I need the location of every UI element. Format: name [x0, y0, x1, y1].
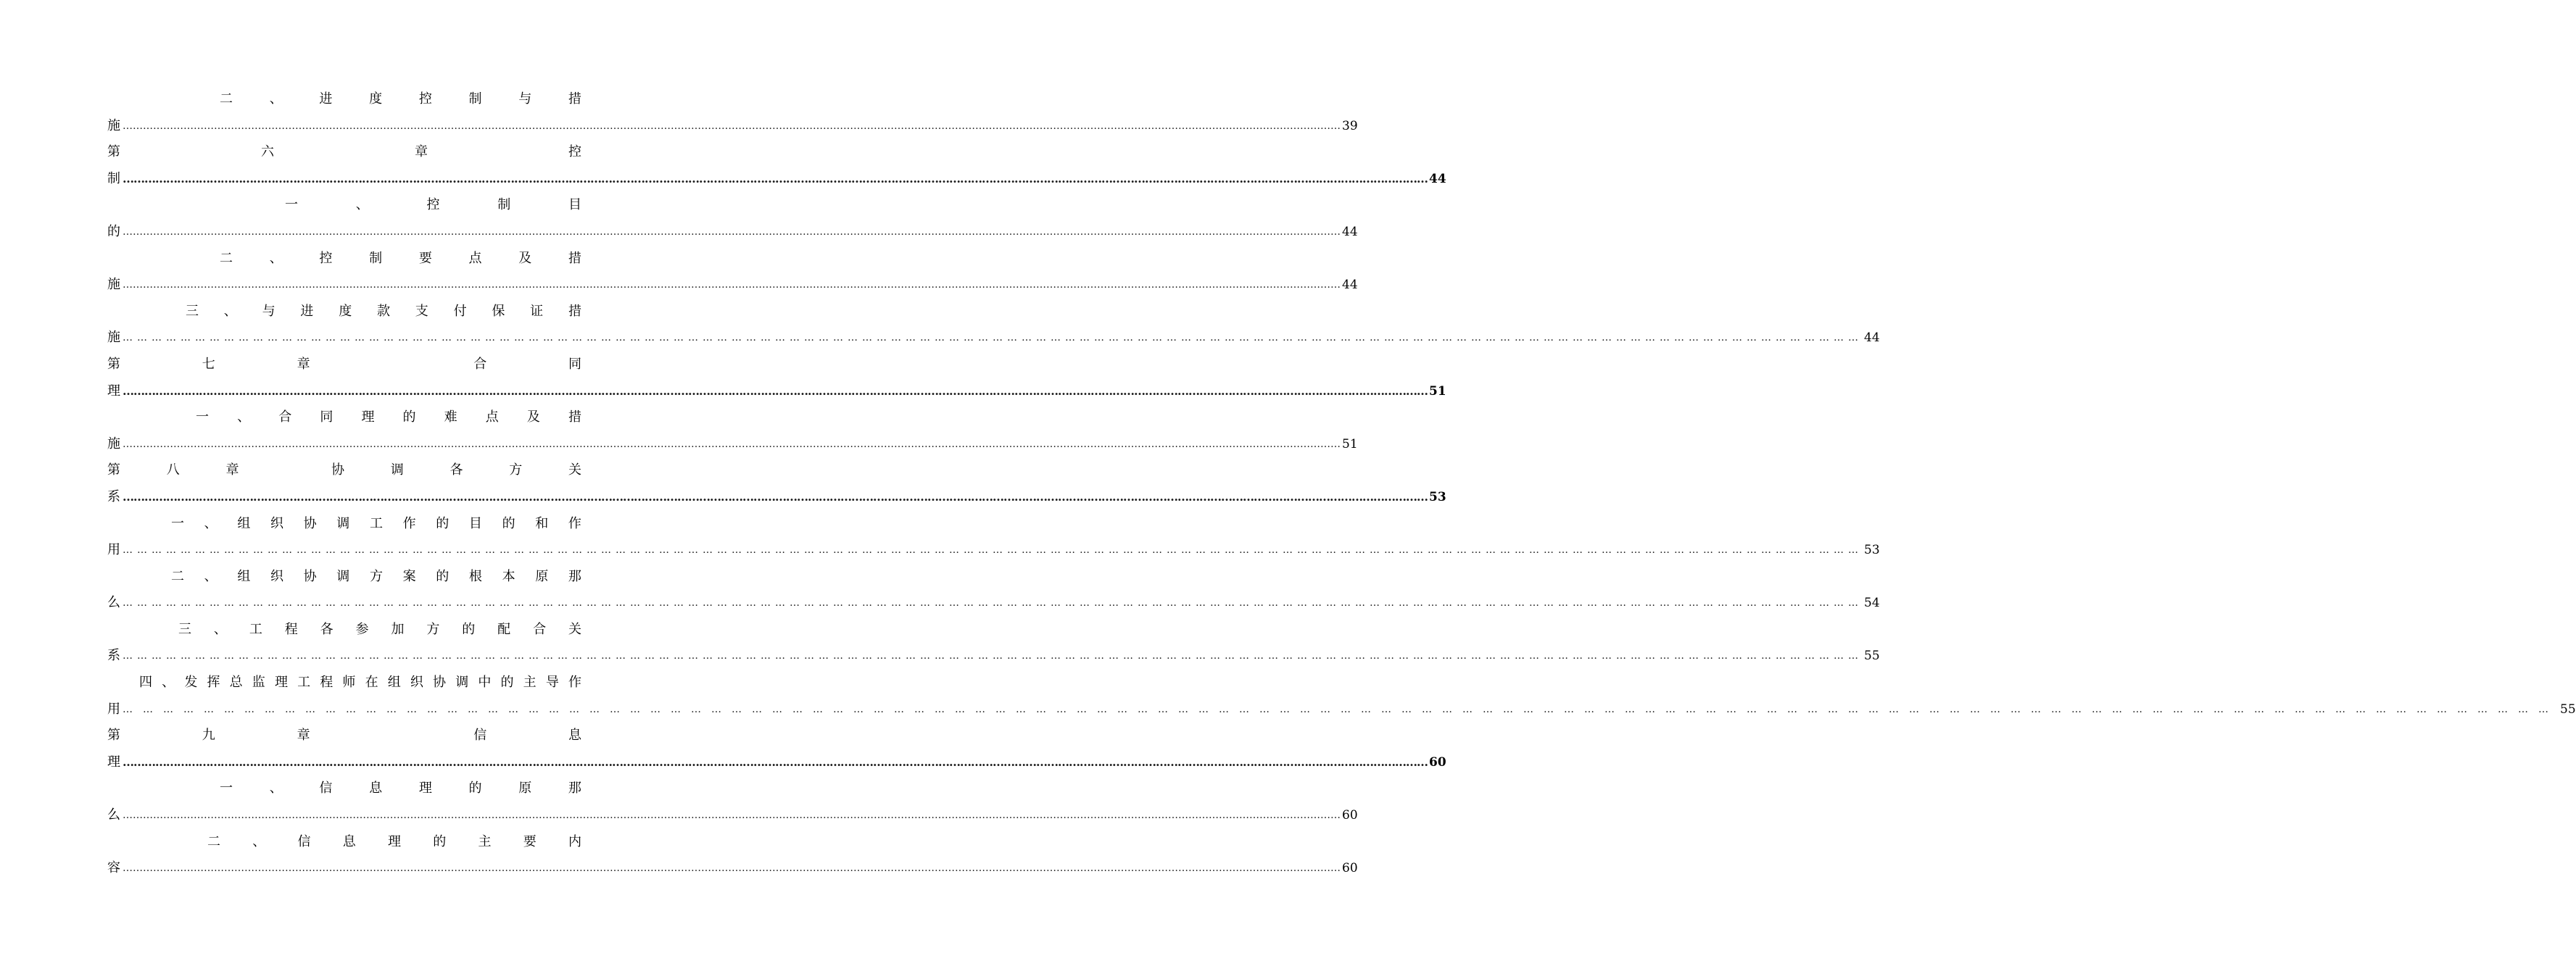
toc-entry-title-line [107, 617, 581, 644]
toc-title-char: 三 [178, 621, 191, 637]
toc-title-char: 在 [365, 675, 378, 691]
toc-title-char: 原 [518, 781, 532, 796]
toc-title-char: 要 [523, 833, 537, 849]
toc-title-char: 组 [387, 675, 401, 691]
toc-title-char: 息 [568, 728, 581, 744]
toc-title-char: 、 [237, 409, 251, 425]
toc-title-char: 本 [502, 568, 515, 584]
toc-title-char: 第 [107, 728, 120, 744]
toc-title-char: 关 [568, 621, 581, 637]
toc-title-char: 二 [207, 833, 220, 849]
toc-entry-page-line [107, 272, 1358, 299]
toc-title-char: 与 [518, 91, 532, 107]
toc-title-char: 监 [252, 675, 265, 691]
toc-title-char: 调 [390, 462, 404, 478]
toc-title-char: 第 [107, 462, 120, 478]
toc-title-char: 六 [261, 144, 274, 160]
dot-leader: ……………………………………………………………………………………………………………………………………………………………………………………………………………………………………………………………………………………………………………………………… [123, 171, 1428, 186]
toc-title-char: 理 [361, 409, 375, 425]
toc-title-char: 的 [468, 781, 482, 796]
toc-chapter-entry[interactable] [107, 351, 1446, 404]
toc-title-char: 的 [502, 515, 515, 531]
toc-page-number: 51 [1429, 383, 1446, 399]
toc-title-last-char: 么 [107, 595, 120, 611]
toc-title-last-char: 施 [107, 330, 120, 346]
toc-title-char: 第 [107, 356, 120, 372]
dot-leader: ……………………………………………………………………………………………………………………………………………………………………………………………………………………………………………………………………………………………………………………………… [123, 489, 1428, 504]
toc-title-char: 七 [202, 356, 215, 372]
toc-title-char: 方 [426, 621, 440, 637]
toc-title-char: 一 [196, 409, 209, 425]
toc-title-char: 同 [568, 356, 581, 372]
toc-title-last-char: 用 [107, 542, 120, 558]
toc-title-char: 发 [184, 675, 198, 691]
toc-title-char: 第 [107, 144, 120, 160]
toc-title-char: 控 [319, 250, 333, 266]
toc-title-char: 总 [229, 675, 243, 691]
toc-title-char: 合 [278, 409, 292, 425]
toc-title-last-char: 理 [107, 383, 120, 399]
toc-title-char: 程 [284, 621, 298, 637]
toc-title-char: 、 [204, 568, 218, 584]
toc-title-char: 各 [450, 462, 463, 478]
toc-entry-page-line [107, 590, 1880, 617]
toc-title-char: 参 [355, 621, 369, 637]
toc-title-char: 调 [455, 675, 469, 691]
dot-leader: ……………………………………………………………………………………………………………………………………………………………………………………………………………………………………………………………………………………………………………………………… [123, 544, 1863, 557]
toc-title-char: 和 [535, 515, 549, 531]
toc-section-entry[interactable] [107, 511, 1880, 564]
toc-entry-page-line [107, 166, 1446, 193]
toc-section-entry[interactable] [107, 564, 1880, 617]
toc-chapter-entry[interactable] [107, 723, 1446, 775]
toc-title-char: 那 [568, 781, 581, 796]
toc-title-char: 二 [220, 91, 233, 107]
toc-title-char: 进 [300, 303, 314, 319]
toc-title-char: 、 [355, 197, 369, 213]
toc-title-last-char: 理 [107, 754, 120, 770]
toc-section-entry[interactable] [107, 617, 1880, 670]
dot-leader: ……………………………………………………………………………………………………………………………………………………………………………………………………………………………………………………………………………………………………………………………… [123, 332, 1863, 344]
toc-title-char: 制 [369, 250, 383, 266]
dot-leader: ……………………………………………………………………………………………………………………………………………………………………………………………………………………………………………………………………………………………………………………………… [123, 597, 1863, 609]
toc-entry-page-line [107, 749, 1446, 776]
dot-leader: ……………………………………………………………………………………………………………………………………………………………………………………………………………………………………………………………………………………………………………………………… [123, 279, 1341, 291]
toc-title-char: 织 [270, 515, 283, 531]
toc-title-last-char: 的 [107, 223, 120, 239]
toc-entry-title-line [107, 511, 581, 538]
toc-page-number: 55 [2560, 702, 2576, 717]
toc-title-char: 、 [162, 675, 175, 691]
toc-title-char: 那 [568, 568, 581, 584]
toc-title-last-char: 容 [107, 860, 120, 876]
toc-title-char: 组 [237, 568, 251, 584]
toc-title-char: 控 [568, 144, 581, 160]
toc-entry-page-line [107, 325, 1880, 351]
toc-section-entry[interactable] [107, 246, 1358, 299]
dot-leader: ……………………………………………………………………………………………………………………………………………………………………………………………………………………………………………………………………………………………………………………………… [123, 225, 1341, 238]
toc-section-entry[interactable] [107, 829, 1358, 882]
toc-title-char: 进 [319, 91, 333, 107]
toc-title-char: 措 [568, 409, 581, 425]
toc-title-char: 控 [418, 91, 432, 107]
toc-title-char: 理 [274, 675, 288, 691]
toc-title-char: 、 [204, 515, 218, 531]
toc-title-char: 、 [252, 833, 266, 849]
toc-title-char: 根 [468, 568, 482, 584]
toc-title-char: 程 [320, 675, 334, 691]
toc-title-char: 信 [297, 833, 311, 849]
toc-title-char: 、 [213, 621, 227, 637]
toc-entry-page-line [107, 113, 1358, 140]
toc-title-last-char: 施 [107, 277, 120, 293]
toc-title-char: 织 [270, 568, 283, 584]
toc-title-char: 及 [526, 409, 540, 425]
toc-title-char: 目 [468, 515, 482, 531]
toc-title-char: 、 [269, 91, 283, 107]
toc-page-number: 53 [1864, 543, 1880, 558]
toc-title-char: 配 [497, 621, 511, 637]
toc-entry-page-line [107, 484, 1446, 511]
toc-title-char: 导 [545, 675, 559, 691]
toc-title-char: 理 [388, 833, 401, 849]
toc-title-last-char: 用 [107, 701, 120, 717]
dot-leader: ……………………………………………………………………………………………………………………………………………………………………………………………………………………………………………………………………………………………………………………………… [123, 862, 1341, 875]
toc-title-char: 协 [303, 515, 317, 531]
toc-title-char: 点 [485, 409, 499, 425]
toc-title-char: 及 [518, 250, 532, 266]
toc-title-last-char: 施 [107, 436, 120, 451]
toc-title-char: 章 [225, 462, 239, 478]
toc-title-char: 难 [444, 409, 457, 425]
toc-section-entry[interactable] [107, 86, 1358, 139]
dot-leader: ……………………………………………………………………………………………………………………………………………………………………………………………………………………………………………………………………………………………………………………………… [123, 120, 1341, 132]
toc-title-last-char: 施 [107, 117, 120, 133]
toc-entry-page-line [107, 802, 1358, 829]
toc-title-char: 制 [497, 197, 511, 213]
toc-entry-page-line [107, 537, 1880, 564]
toc-title-char: 调 [336, 568, 350, 584]
dot-leader: ……………………………………………………………………………………………………………………………………………………………………………………………………………………………………………………………………………………………………………………………… [123, 383, 1428, 398]
toc-chapter-entry[interactable] [107, 139, 1446, 192]
toc-title-char: 主 [478, 833, 492, 849]
toc-title-char: 保 [492, 303, 505, 319]
toc-page-number: 60 [1429, 754, 1446, 770]
toc-title-last-char: 制 [107, 170, 120, 186]
toc-entry-title-line [107, 246, 581, 272]
toc-title-char: 协 [331, 462, 344, 478]
toc-page-number: 53 [1429, 489, 1446, 504]
dot-leader: ……………………………………………………………………………………………………………………………………………………………………………………………………………………………………………………………………………………………………………………………… [123, 754, 1428, 769]
toc-title-char: 、 [223, 303, 237, 319]
toc-title-char: 方 [509, 462, 523, 478]
toc-section-entry[interactable] [107, 775, 1358, 828]
toc-title-char: 目 [568, 197, 581, 213]
toc-page-number: 60 [1342, 808, 1358, 823]
toc-entry-page-line [107, 219, 1358, 246]
toc-entry-page-line [107, 378, 1446, 405]
toc-title-char: 理 [418, 781, 432, 796]
toc-entry-title-line [107, 139, 581, 166]
dot-leader: ……………………………………………………………………………………………………………………………………………………………………………………………………………………………………………………………………………………………………………………………… [123, 703, 2559, 715]
toc-title-char: 的 [402, 409, 416, 425]
toc-title-char: 加 [391, 621, 405, 637]
toc-title-last-char: 么 [107, 807, 120, 823]
toc-title-char: 调 [336, 515, 350, 531]
toc-title-last-char: 系 [107, 488, 120, 504]
toc-entry-title-line [107, 457, 581, 484]
toc-title-char: 四 [139, 675, 152, 691]
toc-entry-page-line [107, 855, 1358, 882]
toc-title-char: 措 [568, 91, 581, 107]
toc-entry-title-line [107, 775, 581, 802]
toc-title-char: 二 [220, 250, 233, 266]
toc-title-char: 点 [468, 250, 482, 266]
toc-page-number: 44 [1429, 171, 1446, 186]
toc-title-char: 章 [297, 356, 310, 372]
toc-title-char: 工 [249, 621, 262, 637]
toc-title-char: 息 [369, 781, 383, 796]
toc-entry-title-line [107, 192, 581, 219]
toc-title-char: 的 [436, 515, 450, 531]
table-of-contents [107, 86, 2576, 882]
toc-title-char: 协 [433, 675, 447, 691]
dot-leader: ……………………………………………………………………………………………………………………………………………………………………………………………………………………………………………………………………………………………………………………………… [123, 650, 1863, 662]
toc-title-char: 与 [262, 303, 276, 319]
toc-entry-title-line [107, 564, 581, 591]
toc-title-char: 协 [303, 568, 317, 584]
toc-page-number: 55 [1864, 649, 1880, 664]
toc-entry-title-line [107, 299, 581, 325]
toc-title-char: 的 [436, 568, 450, 584]
toc-title-char: 、 [269, 250, 283, 266]
toc-entry-title-line [107, 829, 581, 856]
toc-page-number: 39 [1342, 118, 1358, 133]
toc-section-entry[interactable] [107, 192, 1358, 245]
toc-title-char: 信 [473, 728, 487, 744]
toc-title-char: 案 [402, 568, 416, 584]
toc-title-char: 作 [568, 515, 581, 531]
toc-title-char: 度 [339, 303, 352, 319]
toc-title-char: 一 [171, 515, 184, 531]
toc-entry-page-line [107, 431, 1358, 458]
toc-title-char: 息 [342, 833, 356, 849]
toc-title-char: 的 [433, 833, 447, 849]
toc-title-char: 控 [426, 197, 440, 213]
toc-page-number: 60 [1342, 861, 1358, 876]
toc-title-char: 方 [369, 568, 383, 584]
toc-page-number: 44 [1342, 224, 1358, 239]
toc-title-char: 中 [478, 675, 492, 691]
toc-title-char: 师 [342, 675, 356, 691]
toc-title-char: 工 [369, 515, 383, 531]
toc-title-char: 章 [297, 728, 310, 744]
toc-title-char: 织 [410, 675, 423, 691]
toc-entry-title-line [107, 86, 581, 113]
toc-title-char: 各 [320, 621, 334, 637]
toc-title-char: 付 [453, 303, 467, 319]
toc-title-char: 同 [320, 409, 334, 425]
toc-title-char: 信 [319, 781, 333, 796]
toc-title-char: 款 [376, 303, 390, 319]
toc-entry-title-line [107, 670, 581, 696]
toc-section-entry[interactable] [107, 404, 1358, 457]
toc-entry-title-line [107, 723, 581, 749]
toc-page-number: 44 [1864, 330, 1880, 346]
toc-entry-page-line [107, 643, 1880, 670]
toc-title-char: 的 [500, 675, 514, 691]
toc-title-char: 度 [369, 91, 383, 107]
toc-title-char: 一 [285, 197, 298, 213]
toc-title-char: 三 [186, 303, 199, 319]
toc-title-char: 工 [297, 675, 311, 691]
toc-page-number: 51 [1342, 436, 1358, 451]
toc-section-entry[interactable] [107, 299, 1880, 351]
toc-title-char: 八 [166, 462, 180, 478]
toc-page-number: 44 [1342, 278, 1358, 293]
toc-entry-page-line [107, 696, 2576, 723]
toc-title-char: 九 [202, 728, 215, 744]
toc-title-char: 组 [237, 515, 251, 531]
toc-entry-title-line [107, 351, 581, 378]
toc-title-char: 二 [171, 568, 184, 584]
toc-title-char: 措 [568, 250, 581, 266]
toc-title-char: 内 [568, 833, 581, 849]
toc-title-char: 原 [535, 568, 549, 584]
toc-title-char: 合 [533, 621, 547, 637]
toc-title-last-char: 系 [107, 648, 120, 664]
toc-title-char: 主 [523, 675, 537, 691]
toc-title-char: 章 [415, 144, 428, 160]
toc-page-number: 54 [1864, 596, 1880, 611]
dot-leader: ……………………………………………………………………………………………………………………………………………………………………………………………………………………………………………………………………………………………………………………………… [123, 438, 1341, 450]
toc-title-char: 的 [462, 621, 476, 637]
toc-title-char: 证 [530, 303, 544, 319]
toc-section-entry[interactable] [107, 670, 2576, 723]
toc-chapter-entry[interactable] [107, 457, 1446, 510]
toc-title-char: 关 [568, 462, 581, 478]
toc-title-char: 措 [568, 303, 581, 319]
toc-title-char: 作 [568, 675, 581, 691]
dot-leader: ……………………………………………………………………………………………………………………………………………………………………………………………………………………………………………………………………………………………………………………………… [123, 809, 1341, 822]
toc-title-char: 、 [269, 781, 283, 796]
toc-title-char: 挥 [207, 675, 220, 691]
toc-title-char: 制 [468, 91, 482, 107]
toc-title-char: 要 [418, 250, 432, 266]
toc-title-char: 合 [473, 356, 487, 372]
toc-title-char: 一 [220, 781, 233, 796]
toc-entry-title-line [107, 404, 581, 431]
toc-title-char: 支 [415, 303, 428, 319]
toc-title-char: 作 [402, 515, 416, 531]
